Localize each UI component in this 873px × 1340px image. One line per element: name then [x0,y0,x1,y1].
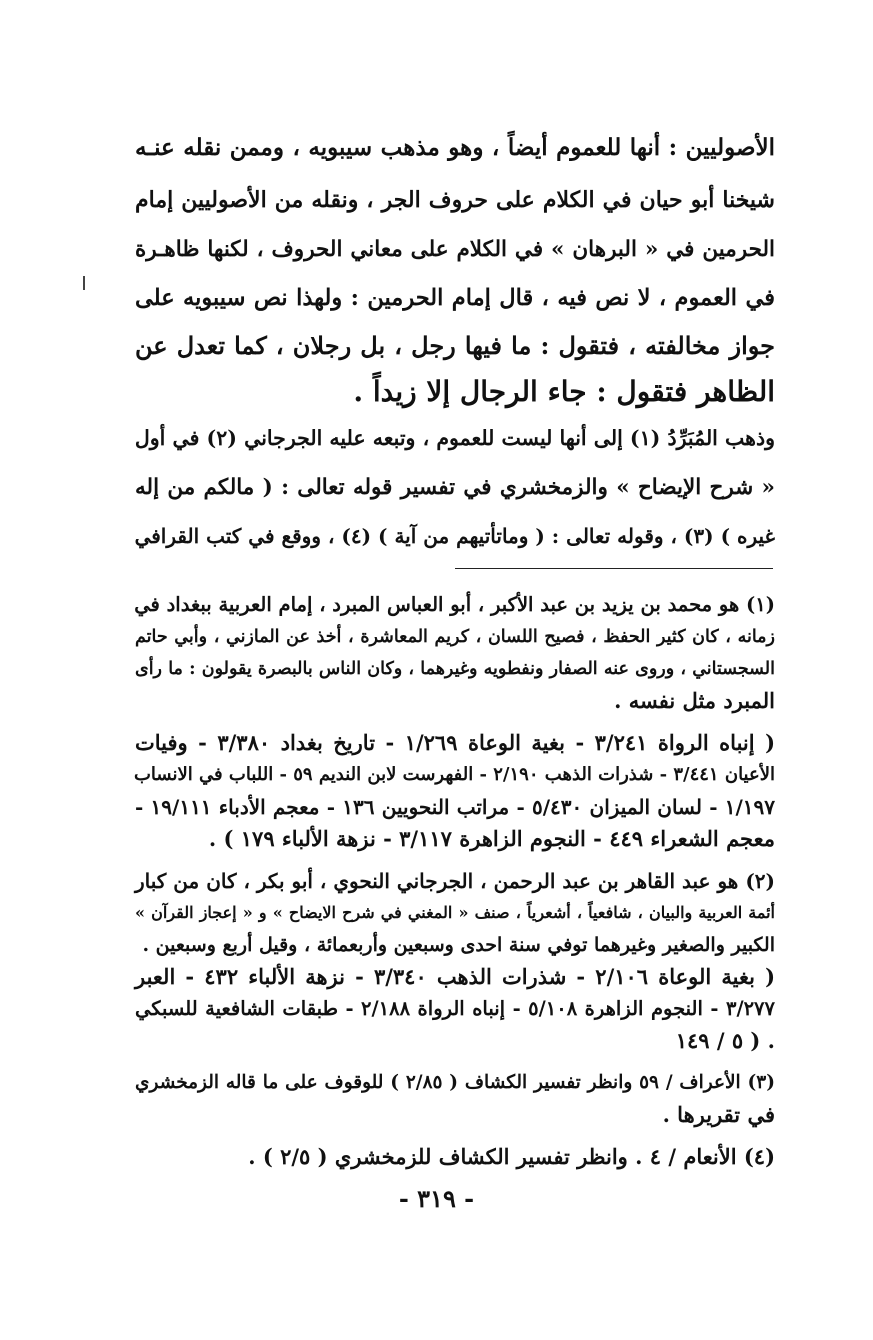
footnote-line: (١) هو محمد بن يزيد بن عبد الأكبر ، أبو العباس المبرد ، إمام العربية ببغداد في [134,593,775,616]
footnote-line: (٤) الأنعام / ٤ . وانظر تفسير الكشاف للزمخشري ( ٢/٥ ) . [248,1144,775,1169]
footnote-line: (٢) هو عبد القاهر بن عبد الرحمن ، الجرجاني النحوي ، أبو بكر ، كان من كبار [135,869,775,893]
footnote-line: ٣/٢٧٧ - النجوم الزاهرة ٥/١٠٨ - إنباه الرواة ٢/١٨٨ - طبقات الشافعية للسبكي [135,997,776,1020]
main-text-line: جواز مخالفته ، فتقول : ما فيها رجل ، بل رجلان ، كما تعدل عن [135,331,775,360]
main-text-line: في العموم ، لا نص فيه ، قال إمام الحرمين : ولهذا نص سيبويه على [135,285,775,311]
footnote-line: الأعيان ٣/٤٤١ - شذرات الذهب ٢/١٩٠ - الفهرست لابن النديم ٥٩ - اللباب في الانساب [133,764,775,785]
footnote-line: ( إنباه الرواة ٣/٢٤١ - بغية الوعاة ١/٢٦٩ - تاريخ بغداد ٣/٣٨٠ - وفيات [135,730,775,755]
footnote-line: (٣) الأعراف / ٥٩ وانظر تفسير الكشاف ( ٢/٨٥ ) للوقوف على ما قاله الزمخشري [135,1072,775,1093]
main-text-line: الأصوليين : أنها للعموم أيضاً ، وهو مذهب سيبويه ، وممن نقله عنـه [135,134,775,161]
footnote-line: في تقريرها . [662,1102,775,1127]
page-number: - ٣١٩ - [398,1184,475,1213]
footnote-line: المبرد مثل نفسه . [614,688,775,713]
footnote-line: معجم الشعراء ٤٤٩ - النجوم الزاهرة ٣/١١٧ - نزهة الألباء ١٧٩ ) . [208,826,775,851]
footnote-line: الكبير والصغير وغيرهما توفي سنة احدى وسبعين وأربعمائة ، وقيل أربع وسبعين . [142,934,775,956]
main-text-line: وذهب المُبَرِّدُ (١) إلى أنها ليست للعموم ، وتبعه عليه الجرجاني (٢) في أول [134,426,775,450]
footnote-line: ( بغية الوعاة ٢/١٠٦ - شذرات الذهب ٣/٣٤٠ - نزهة الألباء ٤٣٢ - العبر [135,964,776,989]
main-text-line: غيره ) (٣) ، وقوله تعالى : ( وماتأتيهم من آية ) (٤) ، ووقع في كتب القرافي [134,524,775,548]
margin-mark [83,276,85,290]
footnote-separator [455,568,773,569]
main-text-line: الظاهر فتقول : جاء الرجال إلا زيداً . [353,375,775,408]
footnote-line: أئمة العربية والبيان ، شافعياً ، أشعرياً ، صنف « المغني في شرح الايضاح » و « إعجاز القرآن » [135,903,775,922]
footnote-line: زمانه ، كان كثير الحفظ ، فصيح اللسان ، كريم المعاشرة ، أخذ عن المازني ، وأبي حاتم [135,627,775,647]
main-text-line: الحرمين في « البرهان » في الكلام على معاني الحروف ، لكنها ظاهـرة [135,237,775,262]
main-text-line: شيخنا أبو حيان في الكلام على حروف الجر ، ونقله من الأصوليين إمام [135,187,775,213]
footnote-line: السجستاني ، وروى عنه الصفار ونفطويه وغيرهما ، وكان الناس بالبصرة يقولون : ما رأى [135,659,775,679]
main-text-line: « شرح الإيضاح » والزمخشري في تفسير قوله تعالى : ( مالكم من إله [135,475,775,500]
footnote-line: ٥ / ١٤٩ ) . [675,1028,775,1053]
footnote-line: ١/١٩٧ - لسان الميزان ٥/٤٣٠ - مراتب النحويين ١٣٦ - معجم الأدباء ١٩/١١١ - [135,795,776,819]
